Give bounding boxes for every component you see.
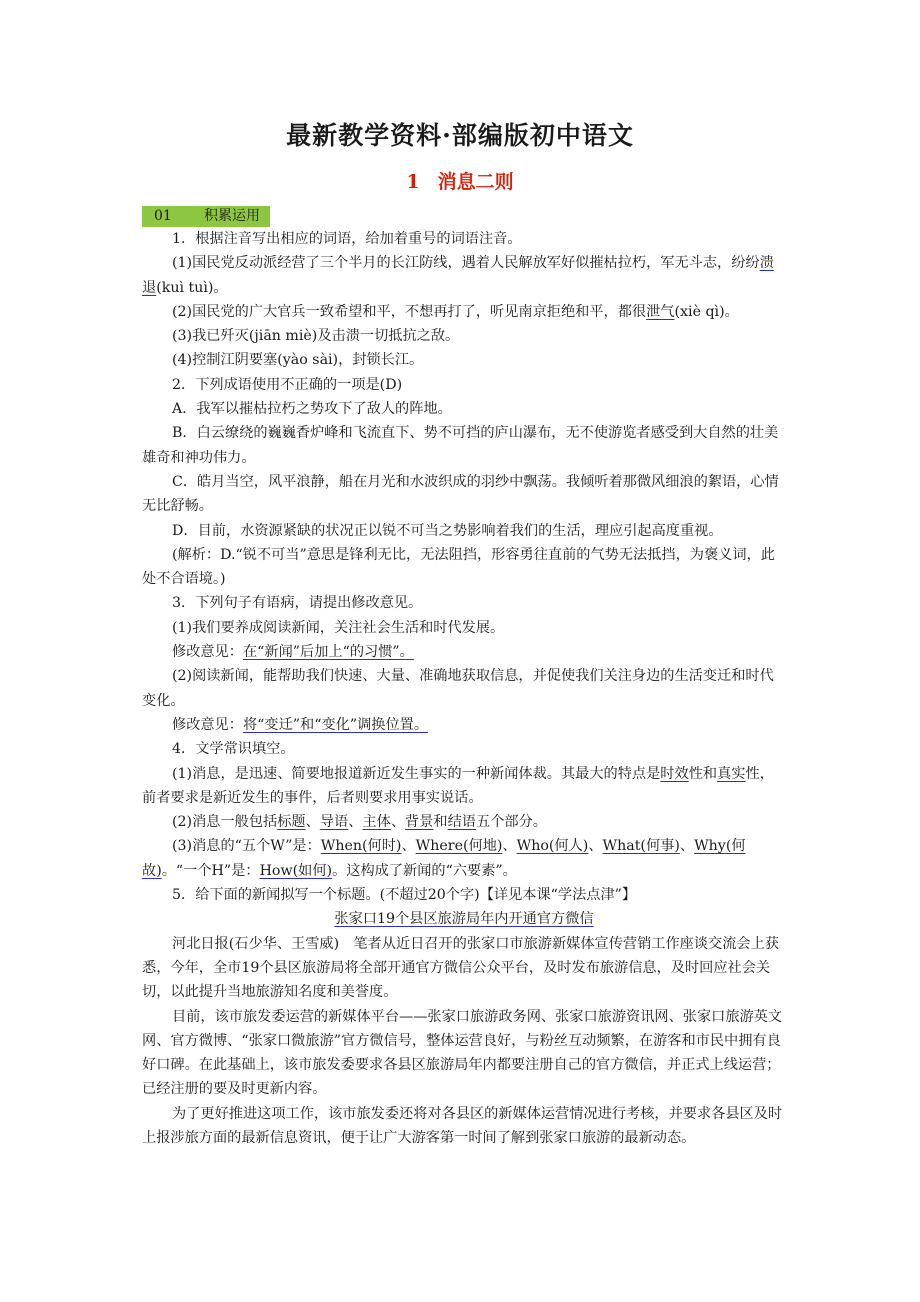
q1-stem: 1．根据注音写出相应的词语，给加着重号的词语注音。 <box>172 231 522 247</box>
q4-answer-timeliness: 时效 <box>660 765 689 782</box>
q2-option-b: B．白云缭绕的巍巍香炉峰和飞流直下、势不可挡的庐山瀑布，无不使游览者感受到大自然的壮美雄奇和神功伟力。 <box>142 425 779 466</box>
q4-answer-background: 背景 <box>405 814 434 831</box>
section-tag <box>142 206 270 227</box>
lesson-title <box>0 167 920 194</box>
q4-answer-lead: 导语 <box>319 814 349 831</box>
q3-answer-1: 在“新闻”后加上“的习惯”。 <box>242 644 414 661</box>
q3-fix-2: 修改意见：将“变迁”和“变化”调换位置。 <box>172 716 429 733</box>
q3-stem: 3．下列句子有语病，请提出修改意见。 <box>172 595 423 612</box>
q4-answer-who: Who(何人) <box>516 838 589 855</box>
q4-answer-what: What(何事) <box>602 838 680 855</box>
q4-answer-where: Where(何地) <box>415 838 503 855</box>
q4-answer-conclusion: 结语 <box>447 814 476 831</box>
q4-answer-why: Why(何故) <box>142 838 746 879</box>
q5-news-paragraph-1: 河北日报(石少华、王雪威) 笔者从近日召开的张家口市旅游新媒体宣传营销工作座谈交流会上获悉，今年，全市19个县区旅游局将全部开通官方微信公众平台，及时发布旅游信息，及时回应社会关切，以此提升当地旅游知名度和美誉度。 <box>142 935 779 1001</box>
document-title: 最新教学资料·部编版初中语文 <box>286 121 634 150</box>
q4-stem: 4．文学常识填空。 <box>172 741 295 758</box>
q1-item-4: (4)控制江阴要塞(yào sài)，封锁长江。 <box>172 352 424 369</box>
q2-analysis: (解析：D.“锐不可当”意思是锋利无比，无法阻挡，形容勇往直前的气势无法抵挡，为褒义词，此处不合语境。) <box>142 546 775 588</box>
q3-answer-2: 将“变迁”和“变化”调换位置。 <box>242 716 429 733</box>
q1-item-2: (2)国民党的广大官兵一致希望和平，不想再打了，听见南京拒绝和平，都很泄气(xiè qì)。 <box>172 303 739 320</box>
q4-answer-title: 标题 <box>277 814 306 831</box>
q1-answer-2: 泄气 <box>646 303 675 320</box>
section-label: 积累运用 <box>204 208 260 224</box>
q4-part-3: (3)消息的“五个W”是：When(何时)、Where(何地)、Who(何人)、What(何事)、Why(何故)。“一个H”是：How(如何)。这构成了新闻的“六要素”。 <box>142 838 746 879</box>
q4-part-2: (2)消息一般包括标题、导语、主体、背景和结语五个部分。 <box>172 814 547 831</box>
q1-answer-1: 溃退 <box>142 255 774 296</box>
q1-item-1: (1)国民党反动派经营了三个半月的长江防线，遇着人民解放军好似摧枯拉朽，军无斗志，纷纷溃退(kuì tuì)。 <box>142 255 774 296</box>
q4-answer-how: How(如何) <box>259 862 333 879</box>
q5-stem: 5．给下面的新闻拟写一个标题。(不超过20个字)【详见本课“学法点津”】 <box>172 887 637 904</box>
section-number: 01 <box>154 208 172 224</box>
q5-news-paragraph-3: 为了更好推进这项工作，该市旅发委还将对各县区的新媒体运营情况进行考核，并要求各县区及时上报涉旅方面的最新信息资讯，便于让广大游客第一时间了解到张家口旅游的最新动态。 <box>142 1105 783 1146</box>
q2-stem: 2．下列成语使用不正确的一项是(D) <box>172 376 403 393</box>
q5-answer-title: 张家口19个县区旅游局年内开通官方微信 <box>334 911 594 928</box>
q4-answer-when: When(何时) <box>320 838 402 855</box>
exercise-body <box>142 227 786 1150</box>
lesson-number: 1 <box>406 171 420 193</box>
q2-option-a: A．我军以摧枯拉朽之势攻下了敌人的阵地。 <box>172 401 452 418</box>
q2-option-c: C．皓月当空，风平浪静，船在月光和水波织成的羽纱中飘荡。我倾听着那微风细浪的絮语，心情无比舒畅。 <box>142 473 779 515</box>
q4-answer-truth: 真实 <box>717 765 746 782</box>
q3-sentence-2: (2)阅读新闻，能帮助我们快速、大量、准确地获取信息，并促使我们关注身边的生活变迁和时代变化。 <box>142 668 774 709</box>
q4-answer-body: 主体 <box>362 814 391 831</box>
q1-item-3: (3)我已歼灭(jiān miè)及击溃一切抵抗之敌。 <box>172 328 460 345</box>
q2-option-d: D．目前，水资源紧缺的状况正以锐不可当之势影响着我们的生活，理应引起高度重视。 <box>172 522 723 539</box>
q3-sentence-1: (1)我们要养成阅读新闻，关注社会生活和时代发展。 <box>172 619 505 636</box>
q3-fix-1: 修改意见：在“新闻”后加上“的习惯”。 <box>172 644 414 661</box>
lesson-name: 消息二则 <box>437 171 514 193</box>
q5-news-paragraph-2: 目前，该市旅发委运营的新媒体平台——张家口旅游政务网、张家口旅游资讯网、张家口旅游英文网、官方微博、“张家口微旅游”官方微信号，整体运营良好，与粉丝互动频繁，在游客和市民中拥有良好口碑。在此基础上，该市旅发委要求各县区旅游局年内都要注册自己的官方微信，并正式上线运营；已经注册的要及时更新内容。 <box>142 1008 783 1098</box>
q4-part-1: (1)消息，是迅速、简要地报道新近发生事实的一种新闻体裁。其最大的特点是时效性和真实性，前者要求是新近发生的事件，后者则要求用事实说话。 <box>142 765 774 806</box>
